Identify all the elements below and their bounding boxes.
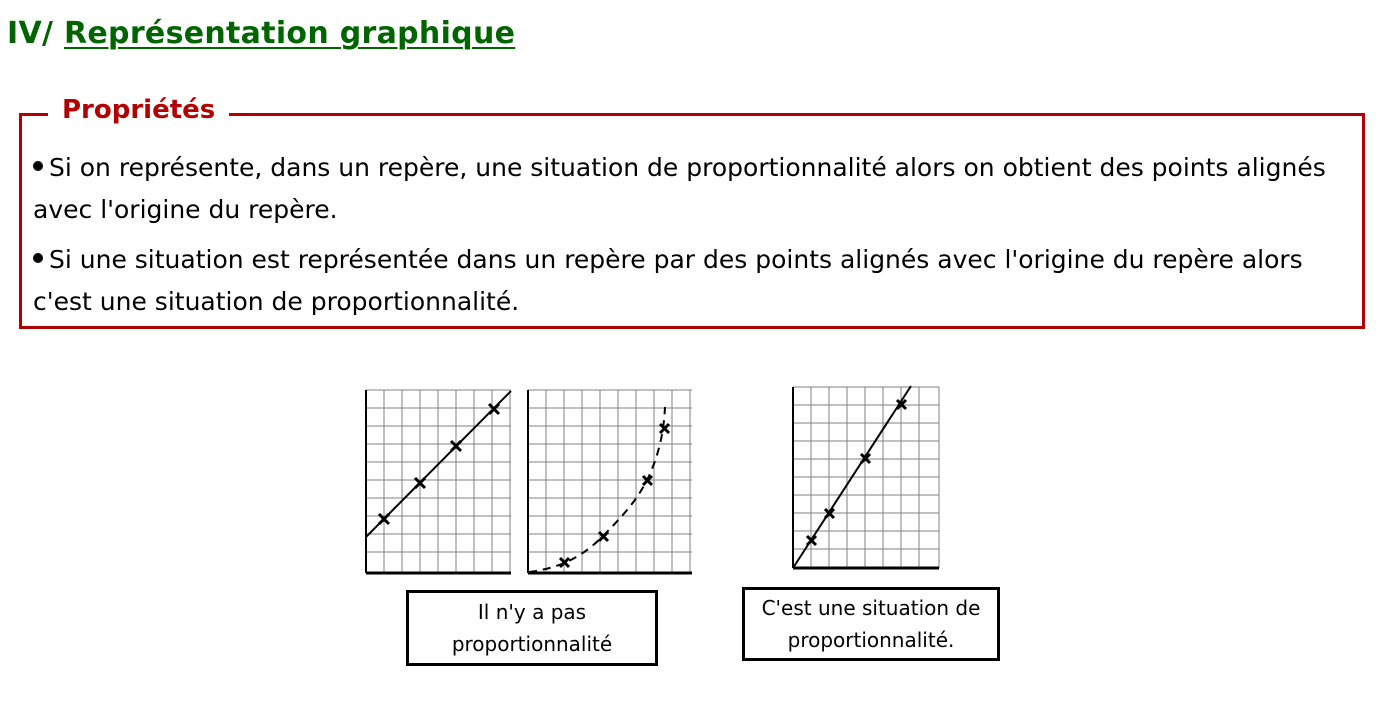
graph-line-not-through-origin: [360, 384, 520, 579]
caption-text: C'est une situation de proportionnalité.: [761, 596, 981, 652]
graph-curve-not-proportional: [522, 384, 698, 579]
bullet-icon: [33, 253, 43, 263]
section-heading: [7, 16, 515, 51]
property-item-1: [33, 147, 1353, 231]
property-item-2: [33, 239, 1353, 323]
section-title: Représentation graphique: [64, 16, 516, 51]
property-text-2: Si une situation est représentée dans un repère par des points alignés avec l'origine du repère alors c'est une situation de proportionnalité.: [33, 245, 1303, 316]
caption-proportionality: [742, 587, 1000, 661]
graph-line-through-origin: [787, 381, 947, 574]
properties-title: Propriétés: [48, 95, 229, 125]
property-text-1: Si on représente, dans un repère, une situation de proportionnalité alors on obtient des points alignés avec l'origine du repère.: [33, 153, 1326, 224]
caption-no-proportionality: [406, 590, 658, 666]
caption-text: Il n'y a pas proportionnalité: [451, 600, 613, 656]
section-number: IV/: [7, 16, 54, 51]
bullet-icon: [33, 161, 43, 171]
